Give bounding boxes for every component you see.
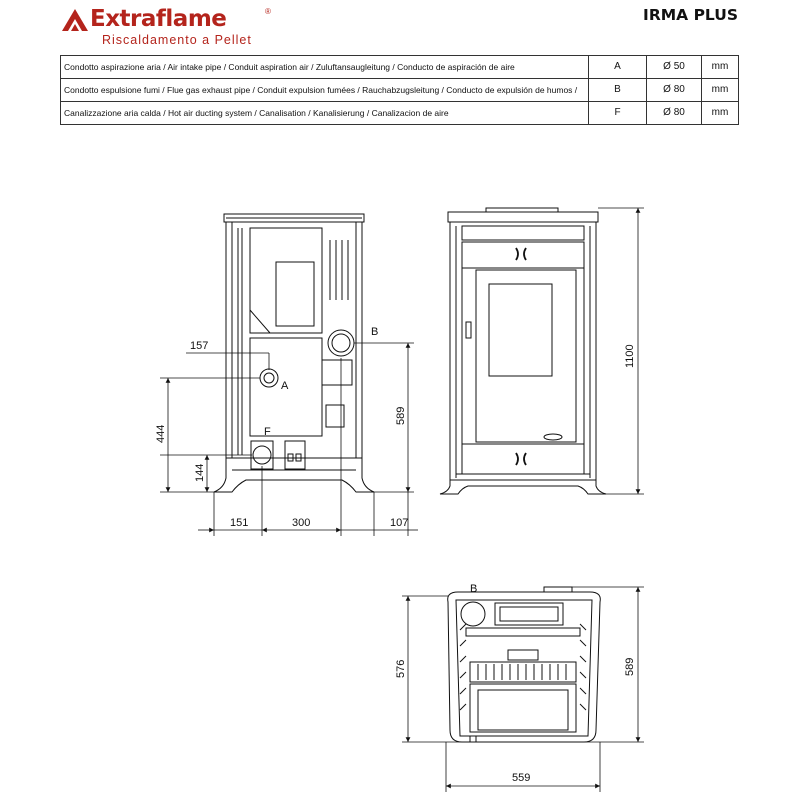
front-base-feet — [440, 480, 606, 494]
dim-300-label: 300 — [292, 517, 311, 529]
connection-diameter: Ø 80 — [647, 79, 702, 102]
door-glass — [489, 284, 552, 376]
dim-576-label: 576 — [395, 659, 407, 678]
label-a: A — [281, 380, 289, 392]
top-hopper-lid — [495, 603, 563, 625]
dim-559-label: 559 — [512, 772, 531, 784]
connection-code: A — [589, 56, 647, 79]
connection-code: B — [589, 79, 647, 102]
dim-1100-label: 1100 — [624, 344, 636, 368]
front-top-plate — [448, 212, 598, 222]
front-decor-bottom-icon — [516, 453, 526, 465]
connection-description: Canalizzazione aria calda / Hot air ducting system / Canalisation / Kanalisierung / Canalizacion de aire — [61, 102, 589, 125]
rear-dimension-lines — [160, 343, 418, 536]
connection-description: Condotto espulsione fumi / Flue gas exhaust pipe / Conduit expulsion fumées / Rauchabzugsleitung / Conducto de expulsión de humos / — [61, 79, 589, 102]
dim-589-rear-label: 589 — [395, 406, 407, 425]
front-dimension-lines — [598, 208, 644, 494]
hopper-window — [276, 262, 314, 326]
front-door — [476, 270, 576, 442]
dim-151-label: 151 — [230, 517, 249, 529]
connection-diameter: Ø 50 — [647, 56, 702, 79]
model-title: IRMA PLUS — [643, 6, 738, 24]
front-view — [440, 208, 606, 494]
brand-registered-mark: ® — [265, 7, 271, 16]
pellet-hopper — [250, 228, 322, 333]
dim-589-top-label: 589 — [624, 657, 636, 676]
label-f: F — [264, 426, 271, 438]
label-b: B — [371, 326, 379, 338]
connection-unit: mm — [702, 102, 739, 125]
front-control-strip — [462, 226, 584, 240]
connection-unit: mm — [702, 56, 739, 79]
brand-name: Extraflame — [90, 6, 227, 32]
top-view — [448, 587, 601, 742]
connection-unit: mm — [702, 79, 739, 102]
brand-tagline: Riscaldamento a Pellet — [102, 33, 252, 47]
top-flue-b — [461, 602, 485, 626]
dim-444-label: 444 — [155, 424, 167, 443]
brand-plaque — [544, 434, 562, 440]
front-decor-top-icon — [516, 248, 526, 260]
dim-107-label: 107 — [390, 517, 409, 529]
connection-code: F — [589, 102, 647, 125]
hot-air-f — [251, 441, 273, 469]
rear-base-feet — [214, 458, 374, 492]
connection-diameter: Ø 80 — [647, 102, 702, 125]
connection-description: Condotto aspirazione aria / Air intake pipe / Conduit aspiration air / Zuluftansaugleitung / Conducto de aspiración de aire — [61, 56, 589, 79]
top-outline — [448, 592, 601, 742]
air-intake-a — [260, 369, 278, 387]
door-handle — [466, 322, 471, 338]
top-label-b: B — [470, 583, 478, 595]
vent-slots — [330, 240, 348, 300]
side-louvres — [460, 624, 586, 710]
front-body-outline — [450, 222, 596, 480]
top-firebox — [470, 684, 576, 732]
dim-144-label: 144 — [194, 463, 206, 482]
dim-157-label: 157 — [190, 340, 209, 352]
